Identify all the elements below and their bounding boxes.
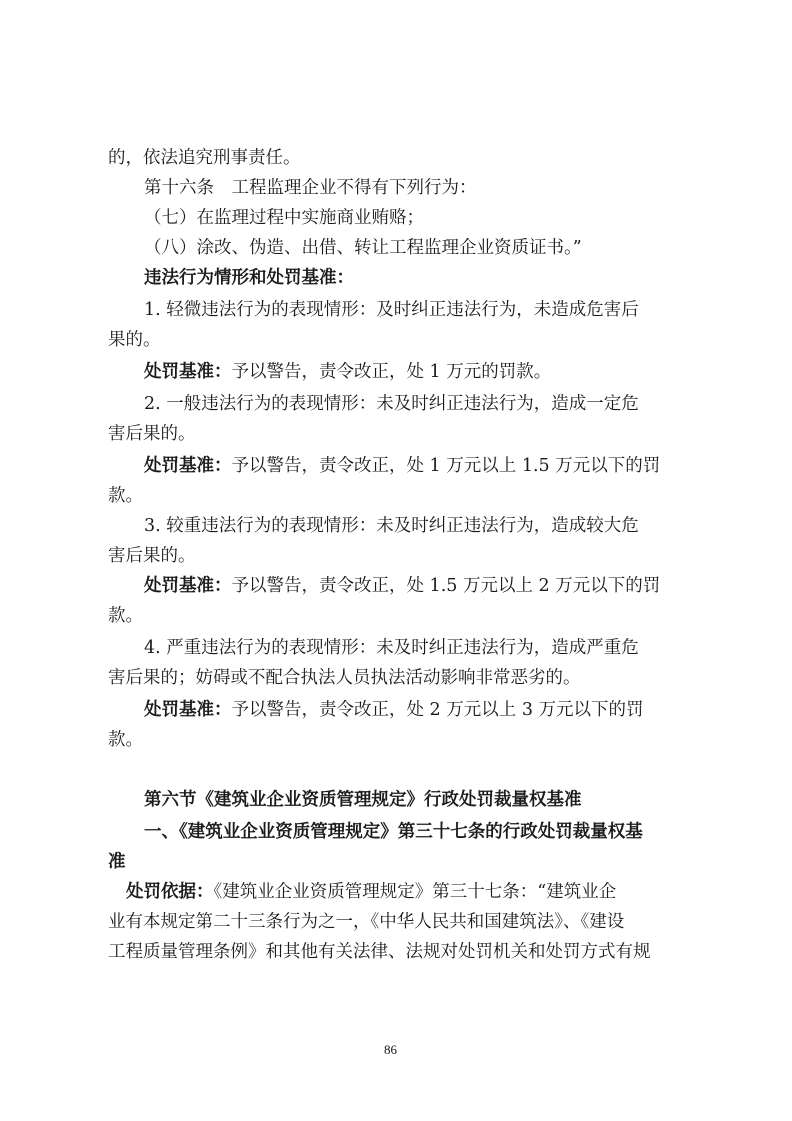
text-line: 果的。 — [108, 330, 161, 350]
text-line: 2. 一般违法行为的表现情形：未及时纠正违法行为，造成一定危 — [144, 394, 639, 414]
penalty-line — [144, 702, 644, 720]
text-line: 害后果的；妨碍或不配合执法人员执法活动影响非常恶劣的。 — [108, 668, 581, 688]
text-line: 业有本规定第二十三条行为之一，《中华人民共和国建筑法》、《建设 — [108, 912, 625, 932]
basis-text: 《建筑业企业资质管理规定》第三十七条：“建筑业企 — [213, 882, 617, 902]
penalty-text: 予以警告，责令改正，处 2 万元以上 3 万元以下的罚 — [231, 700, 644, 720]
page-number: 86 — [384, 1042, 397, 1057]
article-heading: 第十六条 工程监理企业不得有下列行为： — [144, 178, 477, 198]
penalty-label: 处罚基准： — [144, 456, 232, 476]
text-line: 3. 较重违法行为的表现情形：未及时纠正违法行为，造成较大危 — [144, 516, 639, 536]
penalty-line — [144, 364, 551, 382]
chapter-heading: 第六节《建筑业企业资质管理规定》行政处罚裁量权基准 — [144, 790, 582, 810]
subsection-heading: 一、《建筑业企业资质管理规定》第三十七条的行政处罚裁量权基 — [144, 822, 643, 842]
penalty-text: 予以警告，责令改正，处 1.5 万元以上 2 万元以下的罚 — [231, 576, 661, 596]
list-item: （七）在监理过程中实施商业贿赂； — [144, 208, 424, 228]
text-line: 1. 轻微违法行为的表现情形：及时纠正违法行为，未造成危害后 — [144, 300, 639, 320]
penalty-label: 处罚基准： — [144, 576, 232, 596]
text-line: 的，依法追究刑事责任。 — [108, 148, 301, 168]
text-line: 款。 — [108, 730, 143, 750]
list-item: （八）涂改、伪造、出借、转让工程监理企业资质证书。” — [144, 238, 582, 258]
section-heading: 违法行为情形和处罚基准： — [144, 268, 354, 288]
basis-line — [126, 884, 616, 902]
text-line: 款。 — [108, 606, 143, 626]
penalty-text: 予以警告，责令改正，处 1 万元以上 1.5 万元以下的罚 — [231, 456, 661, 476]
subsection-heading-cont: 准 — [108, 852, 126, 872]
text-line: 害后果的。 — [108, 546, 196, 566]
basis-label: 处罚依据： — [126, 882, 214, 902]
penalty-text: 予以警告，责令改正，处 1 万元的罚款。 — [231, 362, 552, 382]
penalty-label: 处罚基准： — [144, 362, 232, 382]
penalty-line — [144, 578, 660, 596]
text-line: 款。 — [108, 486, 143, 506]
penalty-label: 处罚基准： — [144, 700, 232, 720]
penalty-line — [144, 458, 660, 476]
text-line: 工程质量管理条例》和其他有关法律、法规对处罚机关和处罚方式有规 — [108, 942, 651, 962]
text-line: 害后果的。 — [108, 424, 196, 444]
text-line: 4. 严重违法行为的表现情形：未及时纠正违法行为，造成严重危 — [144, 638, 639, 658]
